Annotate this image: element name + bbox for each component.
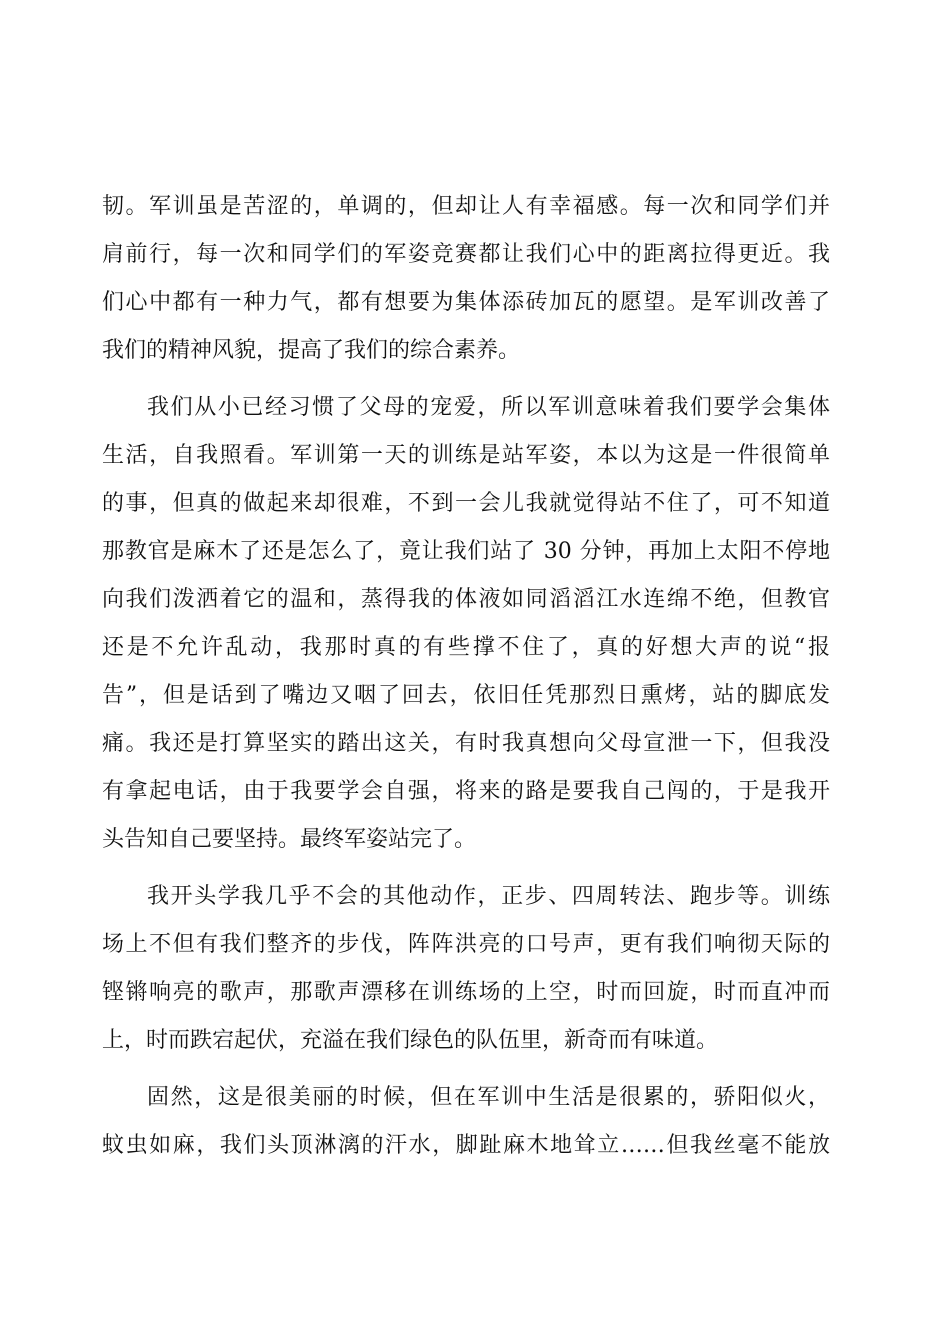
paragraph-2-line-4 xyxy=(0,532,950,572)
paragraph-1-line-4 xyxy=(0,331,950,371)
paragraph-3-line-1 xyxy=(0,877,950,917)
paragraph-3-line-4 xyxy=(0,1021,950,1061)
text-line: 头告知自己要坚持。最终军姿站完了。 xyxy=(102,827,477,852)
paragraph-2-line-5 xyxy=(0,580,950,620)
text-line: 我们的精神风貌，提高了我们的综合素养。 xyxy=(102,338,521,363)
text-line: 还是不允许乱动，我那时真的有些撑不住了，真的好想大声的说“报 xyxy=(102,635,830,660)
text-line: 铿锵响亮的歌声，那歌声漂移在训练场的上空，时而回旋，时而直冲而 xyxy=(102,980,830,1005)
text-line: 那教官是麻木了还是怎么了，竟让我们站了 30 分钟，再加上太阳不停地 xyxy=(102,539,830,564)
paragraph-2-line-10 xyxy=(0,820,950,860)
text-line: 们心中都有一种力气，都有想要为集体添砖加瓦的愿望。是军训改善了 xyxy=(102,290,830,315)
paragraph-4-line-1 xyxy=(0,1078,950,1118)
text-line: 我们从小已经习惯了父母的宠爱，所以军训意味着我们要学会集体 xyxy=(147,395,830,420)
text-line: 痛。我还是打算坚实的踏出这关，有时我真想向父母宣泄一下，但我没 xyxy=(102,731,830,756)
paragraph-3-line-3 xyxy=(0,973,950,1013)
paragraph-2-line-8 xyxy=(0,724,950,764)
text-line: 生活，自我照看。军训第一天的训练是站军姿，本以为这是一件很简单 xyxy=(102,443,830,468)
paragraph-2-line-1 xyxy=(0,388,950,428)
paragraph-3-line-2 xyxy=(0,925,950,965)
text-line: 蚊虫如麻，我们头顶淋漓的汗水，脚趾麻木地耸立……但我丝毫不能放 xyxy=(102,1133,830,1158)
text-line: 有拿起电话，由于我要学会自强，将来的路是要我自己闯的，于是我开 xyxy=(102,779,830,804)
paragraph-2-line-6 xyxy=(0,628,950,668)
paragraph-2-line-7 xyxy=(0,676,950,716)
paragraph-4-line-2 xyxy=(0,1126,950,1166)
text-line: 肩前行，每一次和同学们的军姿竞赛都让我们心中的距离拉得更近。我 xyxy=(102,242,830,267)
paragraph-1-line-2 xyxy=(0,235,950,275)
text-line: 的事，但真的做起来却很难，不到一会儿我就觉得站不住了，可不知道 xyxy=(102,491,830,516)
text-line: 我开头学我几乎不会的其他动作，正步、四周转法、跑步等。训练 xyxy=(147,884,830,909)
text-line: 上，时而跌宕起伏，充溢在我们绿色的队伍里，新奇而有味道。 xyxy=(102,1028,719,1053)
paragraph-2-line-2 xyxy=(0,436,950,476)
text-line: 向我们泼洒着它的温和，蒸得我的体液如同滔滔江水连绵不绝，但教官 xyxy=(102,587,830,612)
paragraph-2-line-3 xyxy=(0,484,950,524)
text-line: 告”，但是话到了嘴边又咽了回去，依旧任凭那烈日熏烤，站的脚底发 xyxy=(102,683,830,708)
text-line: 韧。军训虽是苦涩的，单调的，但却让人有幸福感。每一次和同学们并 xyxy=(102,194,830,219)
text-line: 场上不但有我们整齐的步伐，阵阵洪亮的口号声，更有我们响彻天际的 xyxy=(102,932,830,957)
text-line: 固然，这是很美丽的时候，但在军训中生活是很累的，骄阳似火， xyxy=(147,1085,830,1110)
paragraph-1-line-3 xyxy=(0,283,950,323)
paragraph-1-line-1 xyxy=(0,187,950,227)
paragraph-2-line-9 xyxy=(0,772,950,812)
